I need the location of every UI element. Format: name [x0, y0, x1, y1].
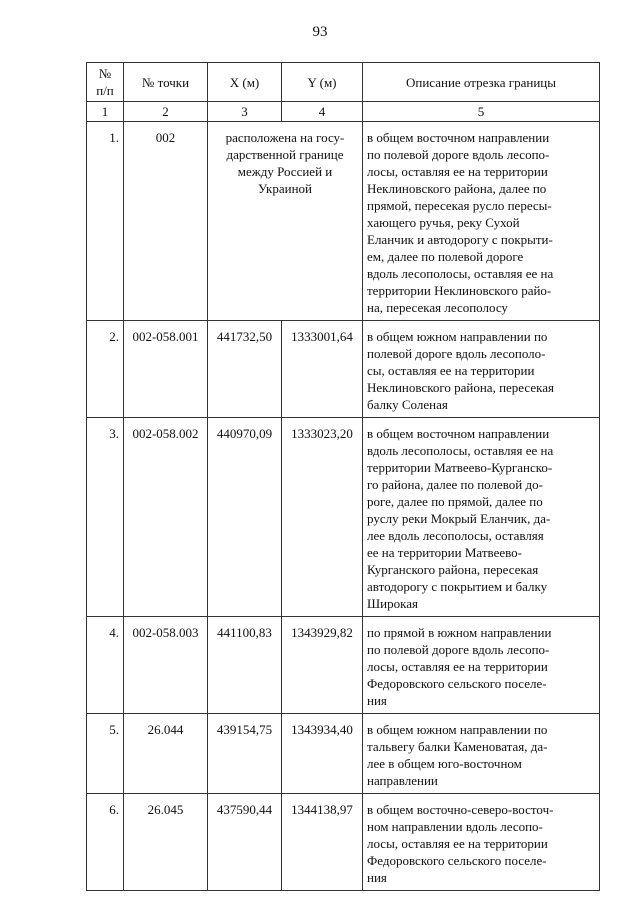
description-line: Федоровского сельского поселе-: [367, 676, 547, 691]
y-coordinate: 1343929,82: [282, 617, 363, 714]
table-row: [87, 617, 600, 714]
table-row: [87, 794, 600, 891]
segment-description: [363, 617, 600, 714]
y-coordinate: 1344138,97: [282, 794, 363, 891]
description-line: в общем восточно-северо-восточ-: [367, 802, 554, 817]
column-number: 5: [363, 102, 600, 122]
description-line: ния: [367, 693, 387, 708]
coordinates-note-line: дарственной границе: [226, 147, 344, 162]
row-index: 2.: [87, 321, 124, 418]
header-row: [87, 63, 600, 102]
description-line: хающего ручья, реку Сухой: [367, 215, 520, 230]
x-coordinate: 441100,83: [208, 617, 282, 714]
point-number: 26.045: [124, 794, 208, 891]
point-number: 002-058.002: [124, 418, 208, 617]
row-index: 4.: [87, 617, 124, 714]
x-coordinate: 440970,09: [208, 418, 282, 617]
description-line: направлении: [367, 773, 438, 788]
point-number: 26.044: [124, 714, 208, 794]
point-number: 002-058.001: [124, 321, 208, 418]
description-line: по прямой в южном направлении: [367, 625, 552, 640]
description-line: лосы, оставляя ее на территории: [367, 659, 548, 674]
coordinates-note: [208, 122, 363, 321]
segment-description: [363, 321, 600, 418]
description-line: лее в общем юго-восточном: [367, 756, 522, 771]
column-number: 3: [208, 102, 282, 122]
description-line: Неклиновского района, далее по: [367, 181, 547, 196]
segment-description: [363, 122, 600, 321]
coordinates-note-line: расположена на госу-: [225, 130, 345, 145]
description-line: в общем восточном направлении: [367, 426, 550, 441]
table-body: [87, 122, 600, 891]
description-line: Курганского района, пересекая: [367, 562, 539, 577]
x-coordinate: 437590,44: [208, 794, 282, 891]
table-row: [87, 714, 600, 794]
description-line: Широкая: [367, 596, 418, 611]
description-line: лосы, оставляя ее на территории: [367, 164, 548, 179]
description-line: полевой дороге вдоль лесополо-: [367, 346, 546, 361]
description-line: прямой, пересекая русло пересы-: [367, 198, 552, 213]
description-line: вдоль лесополосы, оставляя ее на: [367, 443, 554, 458]
description-line: ния: [367, 870, 387, 885]
description-line: автодорогу с покрытием и балку: [367, 579, 548, 594]
description-line: Еланчик и автодорогу с покрыти-: [367, 232, 553, 247]
description-line: вдоль лесополосы, оставляя ее на: [367, 266, 554, 281]
description-line: ем, далее по полевой дороге: [367, 249, 524, 264]
description-line: в общем южном направлении по: [367, 329, 548, 344]
row-index: 3.: [87, 418, 124, 617]
point-number: 002: [124, 122, 208, 321]
description-line: Неклиновского района, пересекая: [367, 380, 554, 395]
y-coordinate: 1343934,40: [282, 714, 363, 794]
header-x: X (м): [208, 63, 282, 102]
description-line: лее вдоль лесополосы, оставляя: [367, 528, 544, 543]
x-coordinate: 439154,75: [208, 714, 282, 794]
description-line: по полевой дороге вдоль лесопо-: [367, 642, 550, 657]
description-line: лосы, оставляя ее на территории: [367, 836, 548, 851]
page-number: 93: [312, 24, 328, 40]
header-description: Описание отрезка границы: [363, 63, 600, 102]
x-coordinate: 441732,50: [208, 321, 282, 418]
row-index: 1.: [87, 122, 124, 321]
header-index: [87, 63, 124, 102]
description-line: сы, оставляя ее на территории: [367, 363, 535, 378]
description-line: на, пересекая лесополосу: [367, 300, 508, 315]
boundary-table: [86, 62, 600, 891]
header-point: № точки: [124, 63, 208, 102]
description-line: территории Неклиновского райо-: [367, 283, 552, 298]
header-index-line-2: п/п: [96, 83, 114, 98]
row-index: 6.: [87, 794, 124, 891]
table-row: [87, 321, 600, 418]
description-line: по полевой дороге вдоль лесопо-: [367, 147, 550, 162]
description-line: роге, далее по прямой, далее по: [367, 494, 543, 509]
segment-description: [363, 714, 600, 794]
y-coordinate: 1333023,20: [282, 418, 363, 617]
header-y: Y (м): [282, 63, 363, 102]
table-row: [87, 418, 600, 617]
segment-description: [363, 418, 600, 617]
description-line: ном направлении вдоль лесопо-: [367, 819, 543, 834]
description-line: тальвегу балки Каменоватая, да-: [367, 739, 548, 754]
description-line: в общем южном направлении по: [367, 722, 548, 737]
column-number: 4: [282, 102, 363, 122]
description-line: балку Соленая: [367, 397, 448, 412]
coordinates-note-line: между Россией и: [237, 164, 333, 179]
description-line: в общем восточном направлении: [367, 130, 550, 145]
row-index: 5.: [87, 714, 124, 794]
column-number: 2: [124, 102, 208, 122]
y-coordinate: 1333001,64: [282, 321, 363, 418]
description-line: го района, далее по полевой до-: [367, 477, 543, 492]
segment-description: [363, 794, 600, 891]
coordinates-note-line: Украиной: [257, 181, 313, 196]
description-line: Федоровского сельского поселе-: [367, 853, 547, 868]
header-index-line-1: №: [98, 66, 112, 81]
description-line: руслу реки Мокрый Еланчик, да-: [367, 511, 551, 526]
column-number-row: [87, 102, 600, 122]
point-number: 002-058.003: [124, 617, 208, 714]
description-line: ее на территории Матвеево-: [367, 545, 523, 560]
description-line: территории Матвеево-Курганско-: [367, 460, 553, 475]
table-row: [87, 122, 600, 321]
column-number: 1: [87, 102, 124, 122]
